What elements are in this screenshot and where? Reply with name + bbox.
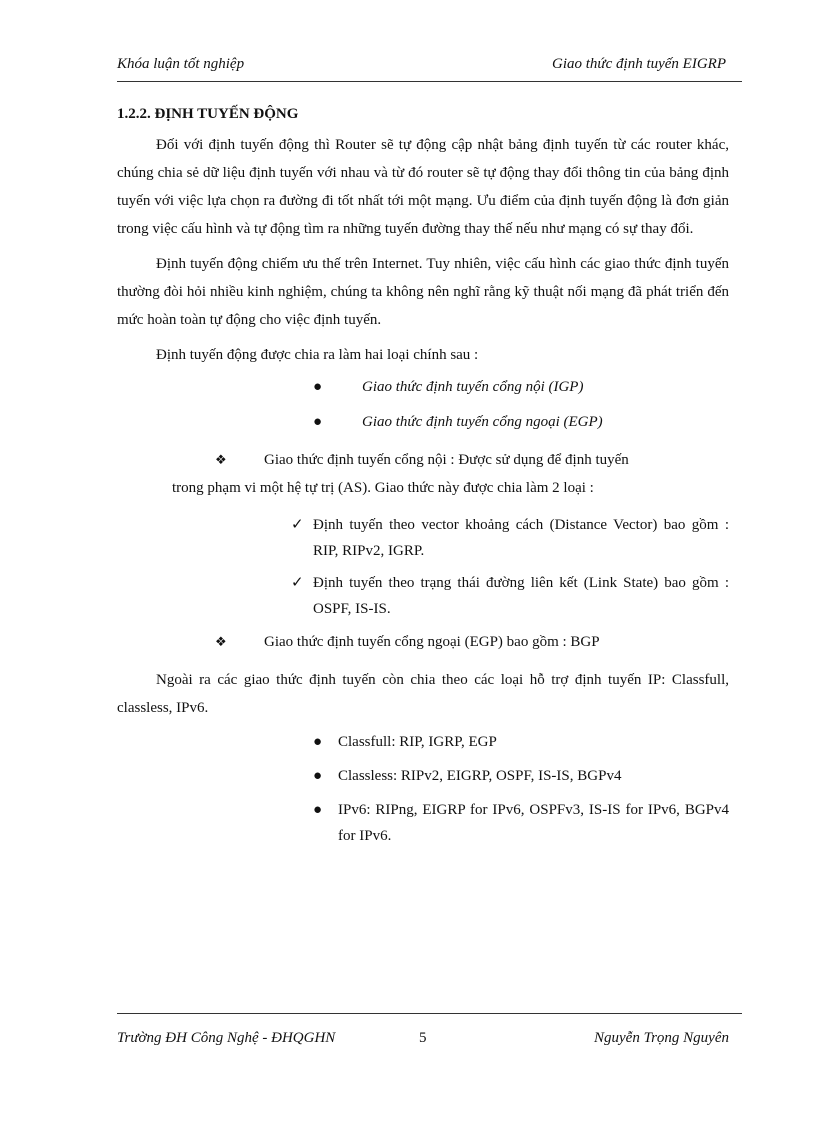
section-heading: 1.2.2. ĐỊNH TUYẾN ĐỘNG xyxy=(117,106,299,122)
igp-line: trong phạm vi một hệ tự trị (AS). Giao thức này được chia làm 2 loại : xyxy=(172,480,594,496)
protocol-classes-list xyxy=(117,729,729,849)
list-item: ● Giao thức định tuyến cổng nội (IGP) xyxy=(117,376,729,398)
bullet-icon: ● xyxy=(313,802,323,818)
header-left: Khóa luận tốt nghiệp xyxy=(117,56,245,72)
egp-line: Giao thức định tuyến cổng ngoại (EGP) bao gồm : BGP xyxy=(264,634,600,650)
routing-types-list xyxy=(117,376,729,433)
igp-line: Giao thức định tuyến cổng nội : Được sử dụng để định tuyến xyxy=(264,452,629,468)
paragraph: Đối với định tuyến động thì Router sẽ tự động cập nhật bảng định tuyến từ các router khác, chúng chia sẻ dữ liệu định tuyến với nhau và từ đó router sẽ tự động thay đổi thông tin của bảng định tuyến với việc lựa chọn ra đường đi tốt nhất tới một mạng. Ưu điểm của định tuyến động là đơn giản trong việc cấu hình và tự động tìm ra những tuyến đường thay thế nếu như mạng có sự thay đổi. xyxy=(117,137,729,237)
paragraph: Ngoài ra các giao thức định tuyến còn chia theo các loại hỗ trợ định tuyến IP: Classfull, classless, IPv6. xyxy=(117,672,729,716)
checkmark-icon: ✓ xyxy=(291,575,304,591)
checklist-item: ✓ Định tuyến theo trạng thái đường liên kết (Link State) bao gồm : OSPF, IS-IS. xyxy=(117,570,729,622)
page-content xyxy=(117,103,729,857)
footer-left: Trường ĐH Công Nghệ - ĐHQGHN xyxy=(117,1030,336,1046)
footer-right: Nguyễn Trọng Nguyên xyxy=(594,1030,729,1046)
paragraph: Định tuyến động chiếm ưu thế trên Internet. Tuy nhiên, việc cấu hình các giao thức định tuyến thường đòi hỏi nhiều kinh nghiệm, chúng ta không nên nghĩ rằng kỹ thuật nối mạng đã phát triển đến mức hoàn toàn tự động cho việc định tuyến. xyxy=(117,256,729,328)
page-number: 5 xyxy=(419,1030,427,1046)
header-divider xyxy=(117,81,742,82)
list-item: ● IPv6: RIPng, EIGRP for IPv6, OSPFv3, IS-IS for IPv6, BGPv4 for IPv6. xyxy=(117,797,729,849)
checklist-item: ✓ Định tuyến theo vector khoảng cách (Distance Vector) bao gồm : RIP, RIPv2, IGRP. xyxy=(117,512,729,564)
bullet-icon: ● xyxy=(313,734,323,750)
diamond-bullet-icon: ❖ xyxy=(215,634,227,649)
footer-divider xyxy=(117,1013,742,1014)
list-item: ● Classless: RIPv2, EIGRP, OSPF, IS-IS, BGPv4 xyxy=(117,763,729,789)
page-header xyxy=(117,56,742,78)
list-item: ● Classfull: RIP, IGRP, EGP xyxy=(117,729,729,755)
page-footer xyxy=(117,1030,729,1054)
egp-item xyxy=(117,628,729,656)
bullet-icon: ● xyxy=(313,414,323,430)
checkmark-icon: ✓ xyxy=(291,517,304,533)
bullet-icon: ● xyxy=(313,768,323,784)
bullet-icon: ● xyxy=(313,379,323,395)
diamond-bullet-icon: ❖ xyxy=(215,452,227,467)
header-right: Giao thức định tuyến EIGRP xyxy=(552,56,726,72)
paragraph: Định tuyến động được chia ra làm hai loại chính sau : xyxy=(156,347,479,363)
list-item: ● Giao thức định tuyến cổng ngoại (EGP) xyxy=(117,411,729,433)
igp-item xyxy=(117,446,729,502)
